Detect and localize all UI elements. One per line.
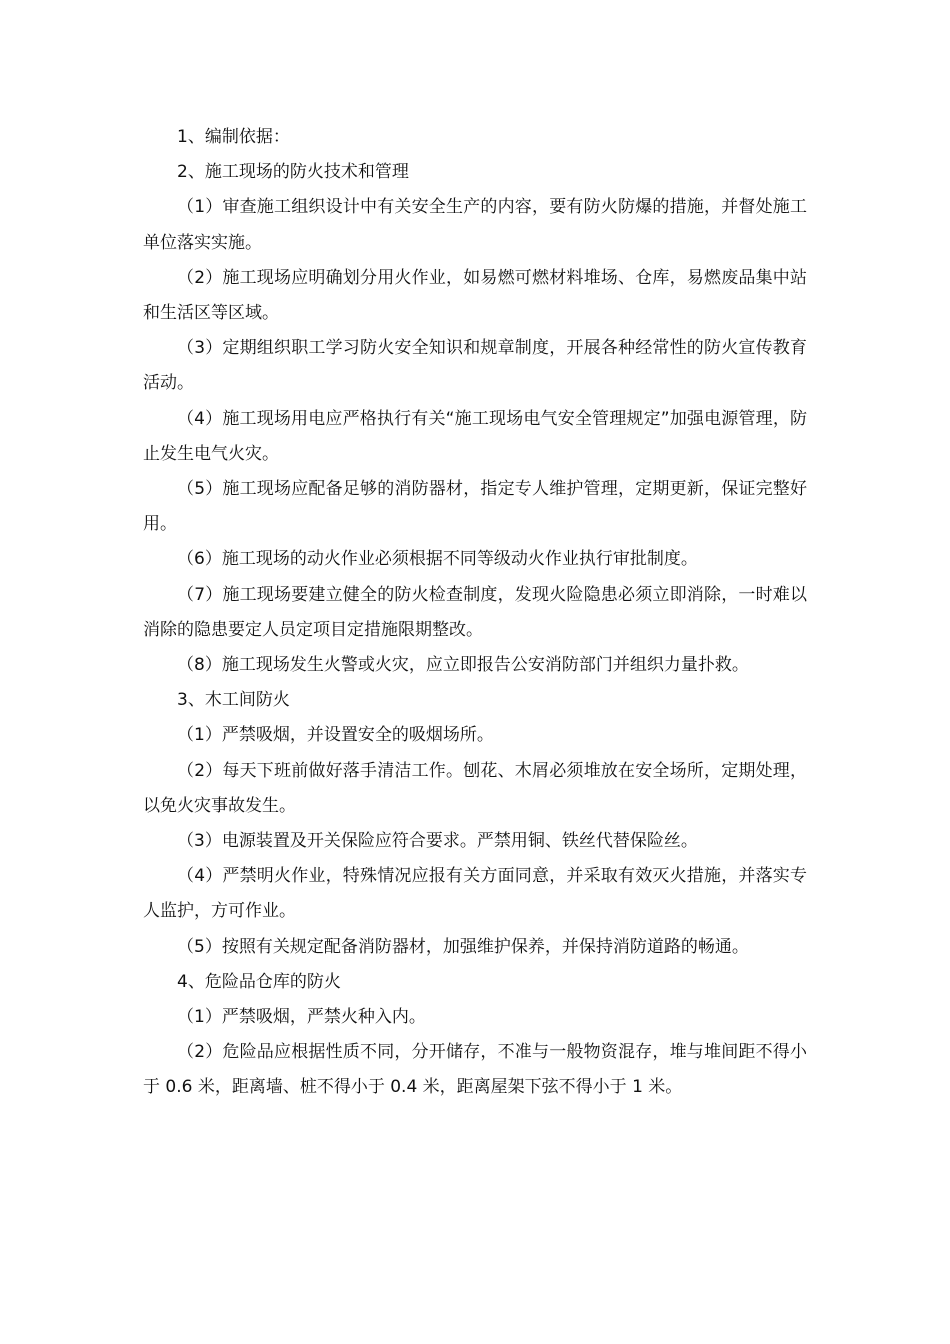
heading-site-fire-management: 2、施工现场的防火技术和管理: [177, 162, 409, 183]
paragraph: （4）严禁明火作业，特殊情况应报有关方面同意，并采取有效灭火措施，并落实专人监护，方可作业。: [143, 866, 807, 922]
heading-hazmat-warehouse-fire: 4、危险品仓库的防火: [177, 971, 341, 992]
paragraph: （2）危险品应根据性质不同，分开储存，不准与一般物资混存，堆与堆间距不得小于 0.6 米，距离墙、桩不得小于 0.4 米，距离屋架下弦不得小于 1 米。: [143, 1042, 807, 1098]
paragraph: （6）施工现场的动火作业必须根据不同等级动火作业执行审批制度。: [177, 549, 698, 570]
heading-woodshop-fire: 3、木工间防火: [177, 690, 290, 711]
paragraph: （8）施工现场发生火警或火灾，应立即报告公安消防部门并组织力量扑救。: [177, 655, 749, 676]
paragraph: （5）施工现场应配备足够的消防器材，指定专人维护管理，定期更新，保证完整好用。: [143, 479, 807, 535]
paragraph: （7）施工现场要建立健全的防火检查制度，发现火险隐患必须立即消除，一时难以消除的隐患要定人员定项目定措施限期整改。: [143, 584, 807, 640]
paragraph: （3）电源装置及开关保险应符合要求。严禁用铜、铁丝代替保险丝。: [177, 831, 698, 852]
paragraph: （5）按照有关规定配备消防器材，加强维护保养，并保持消防道路的畅通。: [177, 936, 749, 957]
paragraph: （1）严禁吸烟，并设置安全的吸烟场所。: [177, 725, 494, 746]
paragraph: （2）施工现场应明确划分用火作业，如易燃可燃材料堆场、仓库，易燃废品集中站和生活区等区域。: [143, 267, 807, 324]
paragraph: （1）审查施工组织设计中有关安全生产的内容，要有防火防爆的措施，并督处施工单位落实实施。: [143, 197, 807, 253]
document-body: [143, 120, 807, 1106]
paragraph: （2）每天下班前做好落手清洁工作。刨花、木屑必须堆放在安全场所，定期处理，以免火灾事故发生。: [143, 760, 807, 816]
heading-basis: 1、编制依据：: [177, 127, 290, 147]
paragraph: （3）定期组织职工学习防火安全知识和规章制度，开展各种经常性的防火宣传教育活动。: [143, 338, 807, 394]
paragraph: （4）施工现场用电应严格执行有关“施工现场电气安全管理规定”加强电源管理，防止发生电气火灾。: [143, 408, 807, 464]
paragraph: （1）严禁吸烟，严禁火种入内。: [177, 1007, 426, 1028]
